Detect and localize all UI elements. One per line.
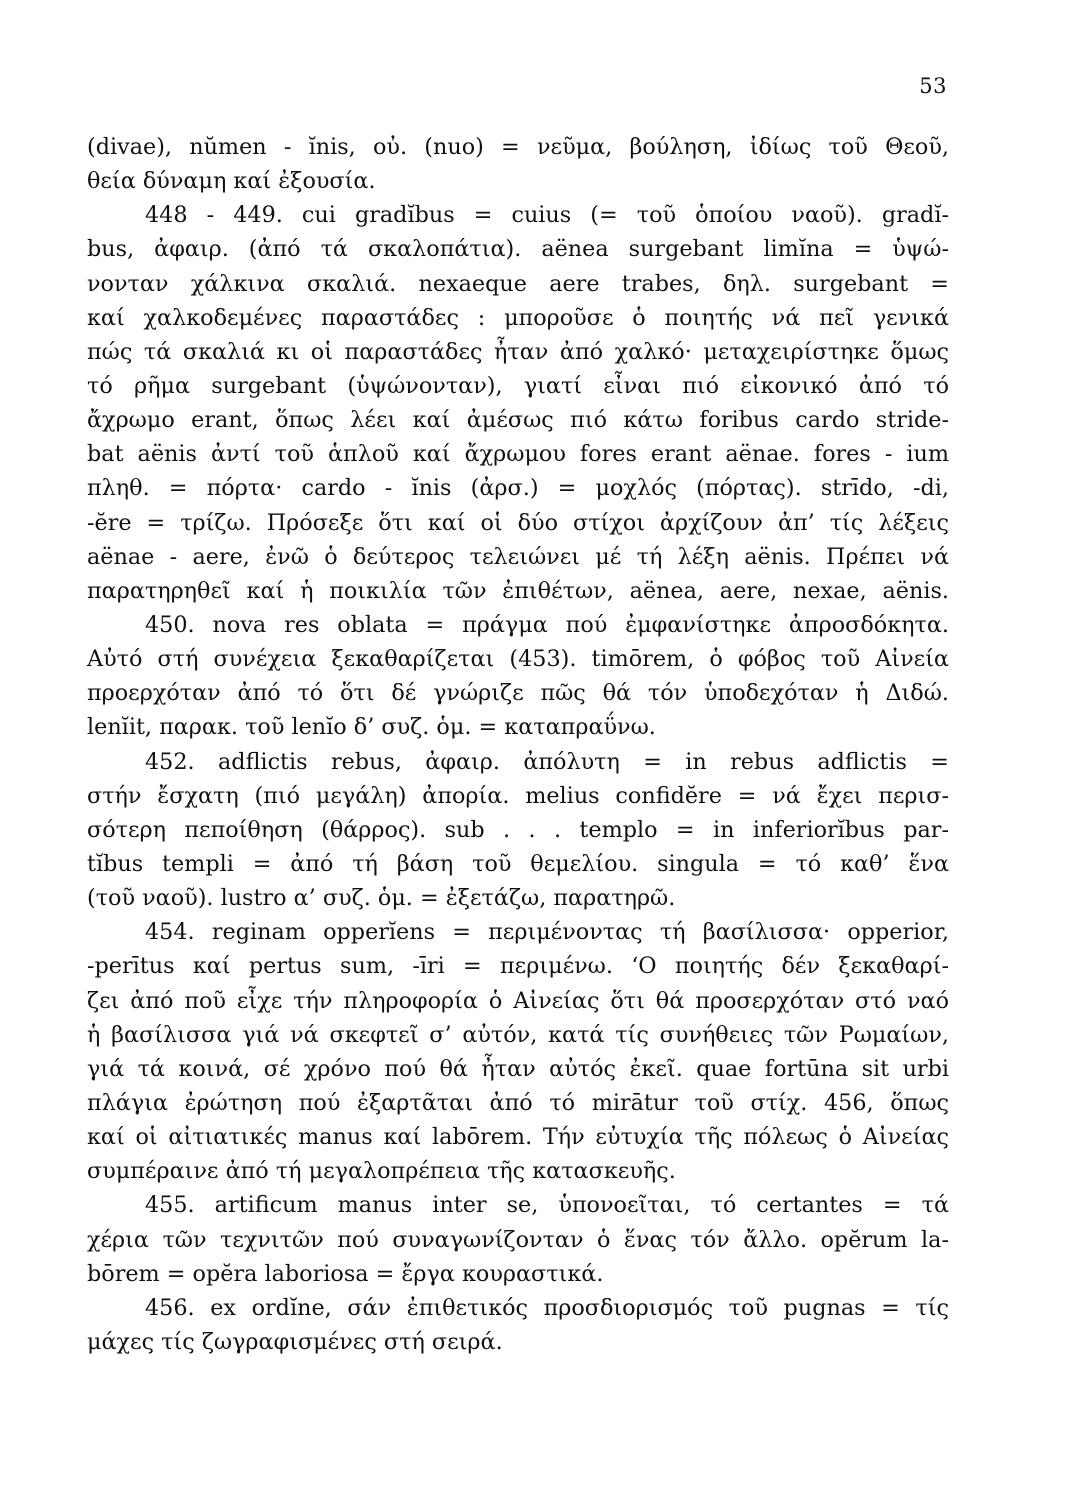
text-line: 452. adflictis rebus, ἀφαιρ. ἀπόλυτη = in rebus adflictis = xyxy=(145,748,949,775)
text-line: (τοῦ ναοῦ). lustro α’ συζ. ὁμ. = ἐξετάζω, παρατηρῶ. xyxy=(87,885,676,912)
text-line: σότερη πεποίθηση (θάρρος). sub . . . templo = in inferiorĭbus par- xyxy=(87,816,949,843)
text-line: ἄχρωμο erant, ὅπως λέει καί ἀμέσως πιό κάτω foribus cardo stride- xyxy=(87,407,949,434)
text-line: aënae - aere, ἐνῶ ὁ δεύτερος τελειώνει μέ τή λέξη aënis. Πρέπει νά xyxy=(87,543,949,570)
text-line: bus, ἀφαιρ. (ἀπό τά σκαλοπάτια). aënea surgebant limĭna = ὑψώ- xyxy=(87,236,949,263)
text-line: (divae), nŭmen - ĭnis, οὐ. (nuo) = νεῦμα, βούληση, ἰδίως τοῦ Θεοῦ, xyxy=(87,134,949,160)
text-line: 455. artificum manus inter se, ὑπονοεῖται, τό certantes = τά xyxy=(145,1192,949,1219)
text-line: καί χαλκοδεμένες παραστάδες : μποροῦσε ὁ ποιητής νά πεῖ γενικά xyxy=(87,304,949,331)
text-line: μάχες τίς ζωγραφισμένες στή σειρά. xyxy=(87,1328,503,1355)
text-line: πλάγια ἐρώτηση πού ἐξαρτᾶται ἀπό τό mirātur τοῦ στίχ. 456, ὅπως xyxy=(87,1089,949,1116)
text-line: χέρια τῶν τεχνιτῶν πού συναγωνίζονταν ὁ ἕνας τόν ἄλλο. opĕrum la- xyxy=(87,1226,949,1253)
text-line: γιά τά κοινά, σέ χρόνο πού θά ἦταν αὐτός ἐκεῖ. quae fortūna sit urbi xyxy=(87,1055,949,1082)
commentary-text xyxy=(87,130,949,1359)
text-line: πληθ. = πόρτα· cardo - ĭnis (ἀρσ.) = μοχλός (πόρτας). strīdo, -di, xyxy=(87,475,949,502)
text-line: 456. ex ordĭne, σάν ἐπιθετικός προσδιορισμός τοῦ pugnas = τίς xyxy=(145,1294,949,1321)
text-line: προερχόταν ἀπό τό ὅτι δέ γνώριζε πῶς θά τόν ὑποδεχόταν ἡ Διδώ. xyxy=(87,680,949,707)
text-line: bat aënis ἀντί τοῦ ἁπλοῦ καί ἄχρωμου fores erant aënae. fores - ium xyxy=(87,441,949,468)
text-line: παρατηρηθεῖ καί ἡ ποικιλία τῶν ἐπιθέτων, aënea, aere, nexae, aënis. xyxy=(87,577,949,604)
text-line: στήν ἔσχατη (πιό μεγάλη) ἀπορία. melius confidĕre = νά ἔχει περισ- xyxy=(87,782,949,809)
text-line: 454. reginam opperĭens = περιμένοντας τή βασίλισσα· opperior, xyxy=(145,919,949,946)
text-line: -perītus καί pertus sum, -īri = περιμένω. ‘Ο ποιητής δέν ξεκαθαρί- xyxy=(87,953,949,980)
text-line: καί οἱ αἰτιατικές manus καί labōrem. Τήν εὐτυχία τῆς πόλεως ὁ Αἰνείας xyxy=(87,1124,949,1151)
text-line: ζει ἀπό ποῦ εἶχε τήν πληροφορία ὁ Αἰνείας ὅτι θά προσερχόταν στό ναό xyxy=(87,987,949,1014)
text-line: συμπέραινε ἀπό τή μεγαλοπρέπεια τῆς κατασκευῆς. xyxy=(87,1158,676,1185)
page-number: 53 xyxy=(919,74,947,98)
text-line: bōrem = opĕra laboriosa = ἔργα κουραστικά. xyxy=(87,1260,604,1287)
text-line: τό ρῆμα surgebant (ὑψώνονταν), γιατί εἶναι πιό εἰκονικό ἀπό τό xyxy=(87,372,949,399)
text-line: 450. nova res oblata = πράγμα πού ἐμφανίστηκε ἀπροσδόκητα. xyxy=(145,611,949,638)
text-line: 448 - 449. cui gradĭbus = cuius (= τοῦ ὁποίου ναοῦ). gradĭ- xyxy=(145,202,949,229)
text-line: -ĕre = τρίζω. Πρόσεξε ὅτι καί οἱ δύο στίχοι ἀρχίζουν ἀπ’ τίς λέξεις xyxy=(87,509,949,536)
text-line: πώς τά σκαλιά κι οἱ παραστάδες ἦταν ἀπό χαλκό· μεταχειρίστηκε ὅμως xyxy=(87,338,949,365)
text-line: θεία δύναμη καί ἐξουσία. xyxy=(87,168,376,195)
text-line: νονταν χάλκινα σκαλιά. nexaeque aere trabes, δηλ. surgebant = xyxy=(87,270,949,297)
text-line: ἡ βασίλισσα γιά νά σκεφτεῖ σ’ αὐτόν, κατά τίς συνήθειες τῶν Ρωμαίων, xyxy=(87,1021,949,1048)
text-line: tĭbus templi = ἀπό τή βάση τοῦ θεμελίου. singula = τό καθ’ ἕνα xyxy=(87,850,949,877)
text-line: lenĭit, παρακ. τοῦ lenĭo δ’ συζ. ὁμ. = καταπραΰνω. xyxy=(87,714,656,741)
text-line: Αὐτό στή συνέχεια ξεκαθαρίζεται (453). timōrem, ὁ φόβος τοῦ Αἰνεία xyxy=(87,646,949,673)
